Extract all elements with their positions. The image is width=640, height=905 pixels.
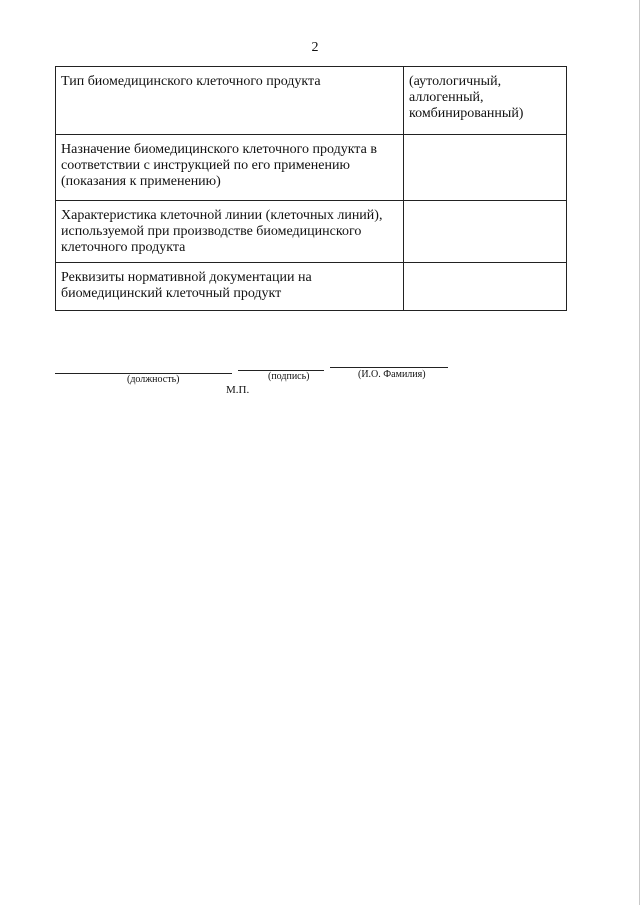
signature-caption: (подпись) [268,371,310,382]
table-row [56,263,567,311]
position-caption: (должность) [127,374,180,385]
row-value-purpose [404,135,567,201]
row-value-regulatory-docs [404,263,567,311]
row-label-regulatory-docs: Реквизиты нормативной документации на биомедицинский клеточный продукт [56,263,404,311]
row-label-product-type: Тип биомедицинского клеточного продукта [56,67,404,135]
row-value-product-type: (аутологичный, аллогенный, комбинированный) [404,67,567,135]
row-value-cell-line [404,201,567,263]
row-label-purpose: Назначение биомедицинского клеточного продукта в соответствии с инструкцией по его применению (показания к применению) [56,135,404,201]
stamp-label: М.П. [226,384,250,396]
row-label-cell-line: Характеристика клеточной линии (клеточных линий), используемой при производстве биомедицинского клеточного продукта [56,201,404,263]
product-info-table [55,66,567,311]
name-line [330,367,448,368]
name-caption: (И.О. Фамилия) [358,369,426,380]
table-row [56,135,567,201]
table-row [56,67,567,135]
table-row [56,201,567,263]
page-number: 2 [311,40,319,55]
